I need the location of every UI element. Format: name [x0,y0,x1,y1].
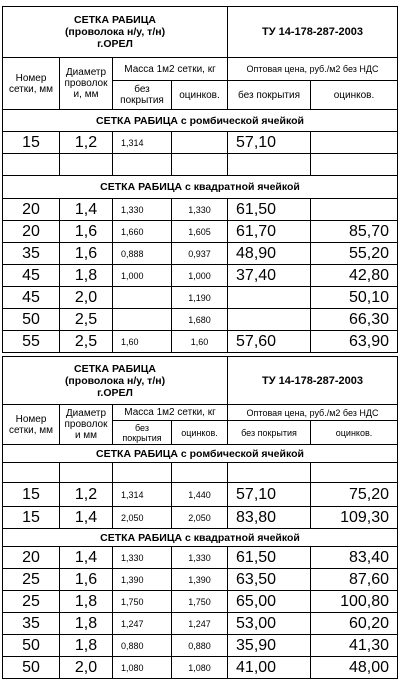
cell-mass-zinc: 1,330 [172,547,228,569]
title-row [3,7,398,58]
cell-diameter: 1,8 [60,613,113,635]
cell-mass-bare [113,287,172,309]
diameter-header-line: и мм [74,430,98,441]
cell-price-zinc: 87,60 [311,569,398,591]
cell-mass-zinc: 1,247 [172,613,228,635]
cell-mass-bare [113,463,172,483]
cell-diameter: 2,0 [60,287,113,309]
table-row [3,591,398,613]
mass-bare-header-line: покрытия [122,432,162,443]
cell-price-bare [228,309,311,331]
mass-bare-header [113,81,172,110]
table-row [3,569,398,591]
section-row [3,529,398,547]
cell-mass-zinc: 1,080 [172,657,228,679]
title-line: СЕТКА РАБИЦА [74,14,156,26]
mass-bare-header-line: без [135,422,149,433]
cell-diameter: 1,2 [60,483,113,507]
table-title [3,357,228,405]
price-bare-header: без покрытия [228,421,311,445]
cell-diameter: 1,8 [60,265,113,287]
title-line: г.ОРЕЛ [97,386,133,399]
cell-price-zinc: 100,80 [311,591,398,613]
cell-mass-bare: 1,390 [113,569,172,591]
cell-mass-bare: 1,60 [113,331,172,353]
cell-mass-bare: 1,000 [113,265,172,287]
cell-mass-bare: 2,050 [113,507,172,529]
diameter-header-line: и, мм [73,89,99,100]
cell-diameter: 1,4 [60,507,113,529]
cell-mass-zinc [172,132,228,154]
table-row [3,132,398,154]
cell-number: 15 [3,132,60,154]
cell-mass-zinc: 0,880 [172,635,228,657]
cell-price-zinc: 75,20 [311,483,398,507]
cell-number: 45 [3,265,60,287]
section-title: СЕТКА РАБИЦА с квадратной ячейкой [3,529,398,547]
cell-mass-bare: 1,330 [113,199,172,221]
table-row [3,547,398,569]
cell-diameter: 1,8 [60,635,113,657]
table-row [3,657,398,679]
cell-number: 35 [3,613,60,635]
table-row [3,243,398,265]
cell-diameter: 1,6 [60,221,113,243]
cell-price-bare: 63,50 [228,569,311,591]
table-row [3,221,398,243]
cell-mass-bare [113,154,172,176]
cell-price-zinc: 66,30 [311,309,398,331]
cell-mass-zinc: 1,000 [172,265,228,287]
cell-number: 50 [3,309,60,331]
cell-mass-zinc: 1,60 [172,331,228,353]
cell-price-bare: 61,50 [228,547,311,569]
cell-mass-bare: 0,888 [113,243,172,265]
cell-number: 35 [3,243,60,265]
cell-price-zinc: 109,30 [311,507,398,529]
cell-mass-zinc [172,463,228,483]
cell-price-zinc: 85,70 [311,221,398,243]
cell-price-zinc: 63,90 [311,331,398,353]
cell-diameter: 2,5 [60,309,113,331]
cell-mass-bare: 1,750 [113,591,172,613]
cell-mass-bare: 1,330 [113,547,172,569]
mass-zinc-header: оцинков. [172,81,228,110]
cell-price-bare: 83,80 [228,507,311,529]
title-row [3,357,398,405]
diameter-header-line: Диаметр [65,67,107,78]
cell-mass-bare: 1,660 [113,221,172,243]
cell-price-zinc [311,154,398,176]
cell-price-bare: 53,00 [228,613,311,635]
cell-number [3,154,60,176]
mass-bare-header [113,421,172,445]
cell-price-bare: 41,00 [228,657,311,679]
diameter-header-line: проволок [64,78,108,89]
cell-mass-bare: 1,247 [113,613,172,635]
cell-price-bare [228,463,311,483]
mass-zinc-header: оцинков. [172,421,228,445]
cell-diameter: 1,4 [60,199,113,221]
cell-price-bare [228,287,311,309]
cell-number: 25 [3,591,60,613]
mass-header: Масса 1м2 сетки, кг [113,58,228,81]
number-header-line: сетки, мм [8,83,54,95]
section-row [3,445,398,463]
cell-number: 20 [3,547,60,569]
cell-diameter: 1,6 [60,243,113,265]
table-row [3,154,398,176]
cell-mass-zinc: 1,190 [172,287,228,309]
price-table-1 [2,6,398,353]
cell-price-zinc: 48,00 [311,657,398,679]
cell-number: 20 [3,199,60,221]
mass-header: Масса 1м2 сетки, кг [113,405,228,421]
header-row [3,58,398,81]
cell-price-bare [228,154,311,176]
cell-price-zinc: 50,10 [311,287,398,309]
cell-diameter: 1,2 [60,132,113,154]
cell-diameter: 1,4 [60,547,113,569]
number-header [3,58,60,110]
cell-price-zinc [311,463,398,483]
price-table-2 [2,356,398,679]
cell-price-zinc: 55,20 [311,243,398,265]
diameter-header [60,405,113,445]
cell-price-bare: 37,40 [228,265,311,287]
table-row [3,199,398,221]
table-row [3,331,398,353]
cell-mass-zinc: 1,680 [172,309,228,331]
section-title: СЕТКА РАБИЦА с ромбической ячейкой [3,110,398,132]
cell-price-zinc: 60,20 [311,613,398,635]
cell-diameter: 1,6 [60,569,113,591]
cell-diameter: 2,0 [60,657,113,679]
number-header-line: Номер [15,72,47,84]
cell-mass-zinc: 2,050 [172,507,228,529]
cell-number: 55 [3,331,60,353]
table-row [3,613,398,635]
title-line: (проволока н/у, т/н) [64,374,166,387]
cell-number: 50 [3,635,60,657]
cell-mass-zinc: 0,937 [172,243,228,265]
cell-mass-zinc: 1,440 [172,483,228,507]
cell-price-bare: 57,60 [228,331,311,353]
cell-price-bare: 35,90 [228,635,311,657]
cell-mass-bare: 1,314 [113,132,172,154]
cell-mass-zinc: 1,750 [172,591,228,613]
mass-bare-header-line: без [134,84,150,95]
cell-price-zinc: 83,40 [311,547,398,569]
section-title: СЕТКА РАБИЦА с ромбической ячейкой [3,445,398,463]
cell-mass-bare: 0,880 [113,635,172,657]
cell-price-bare: 57,10 [228,483,311,507]
cell-price-zinc: 41,30 [311,635,398,657]
price-header: Оптовая цена, руб./м2 без НДС [228,58,398,81]
cell-number [3,463,60,483]
cell-mass-zinc: 1,390 [172,569,228,591]
cell-number: 50 [3,657,60,679]
price-header: Оптовая цена, руб./м2 без НДС [228,405,398,421]
cell-diameter: 2,5 [60,331,113,353]
table-row [3,309,398,331]
table-row [3,463,398,483]
cell-price-bare: 48,90 [228,243,311,265]
cell-mass-bare [113,309,172,331]
cell-diameter: 1,8 [60,591,113,613]
cell-mass-zinc: 1,330 [172,199,228,221]
diameter-header [60,58,113,110]
cell-mass-zinc: 1,605 [172,221,228,243]
tu-standard: ТУ 14-178-287-2003 [228,7,398,58]
cell-mass-bare: 1,080 [113,657,172,679]
diameter-header-line: проволок [64,419,108,430]
header-row [3,405,398,421]
price-zinc-header: оцинков. [311,421,398,445]
cell-number: 20 [3,221,60,243]
title-line: г.ОРЕЛ [97,38,133,50]
mass-bare-header-line: покрытия [120,95,164,106]
cell-price-zinc: 42,80 [311,265,398,287]
cell-diameter [60,154,113,176]
table-title [3,7,228,58]
cell-price-bare: 61,50 [228,199,311,221]
table-row [3,287,398,309]
number-header [3,405,60,445]
table-row [3,483,398,507]
number-header-line: Номер [15,413,47,425]
cell-price-bare: 57,10 [228,132,311,154]
table-row [3,635,398,657]
cell-price-zinc [311,199,398,221]
cell-diameter [60,463,113,483]
title-line: СЕТКА РАБИЦА [74,362,156,375]
cell-number: 45 [3,287,60,309]
diameter-header-line: Диаметр [65,408,107,419]
table-row [3,507,398,529]
cell-price-bare: 61,70 [228,221,311,243]
cell-mass-zinc [172,154,228,176]
cell-price-zinc [311,132,398,154]
section-row [3,176,398,199]
cell-number: 25 [3,569,60,591]
number-header-line: сетки, мм [8,424,54,436]
cell-mass-bare: 1,314 [113,483,172,507]
cell-price-bare: 65,00 [228,591,311,613]
section-title: СЕТКА РАБИЦА с квадратной ячейкой [3,176,398,199]
price-bare-header: без покрытия [228,81,311,110]
cell-number: 15 [3,483,60,507]
cell-number: 15 [3,507,60,529]
price-zinc-header: оцинков. [311,81,398,110]
title-line: (проволока н/у, т/н) [64,26,166,38]
tu-standard: ТУ 14-178-287-2003 [228,357,398,405]
table-row [3,265,398,287]
section-row [3,110,398,132]
